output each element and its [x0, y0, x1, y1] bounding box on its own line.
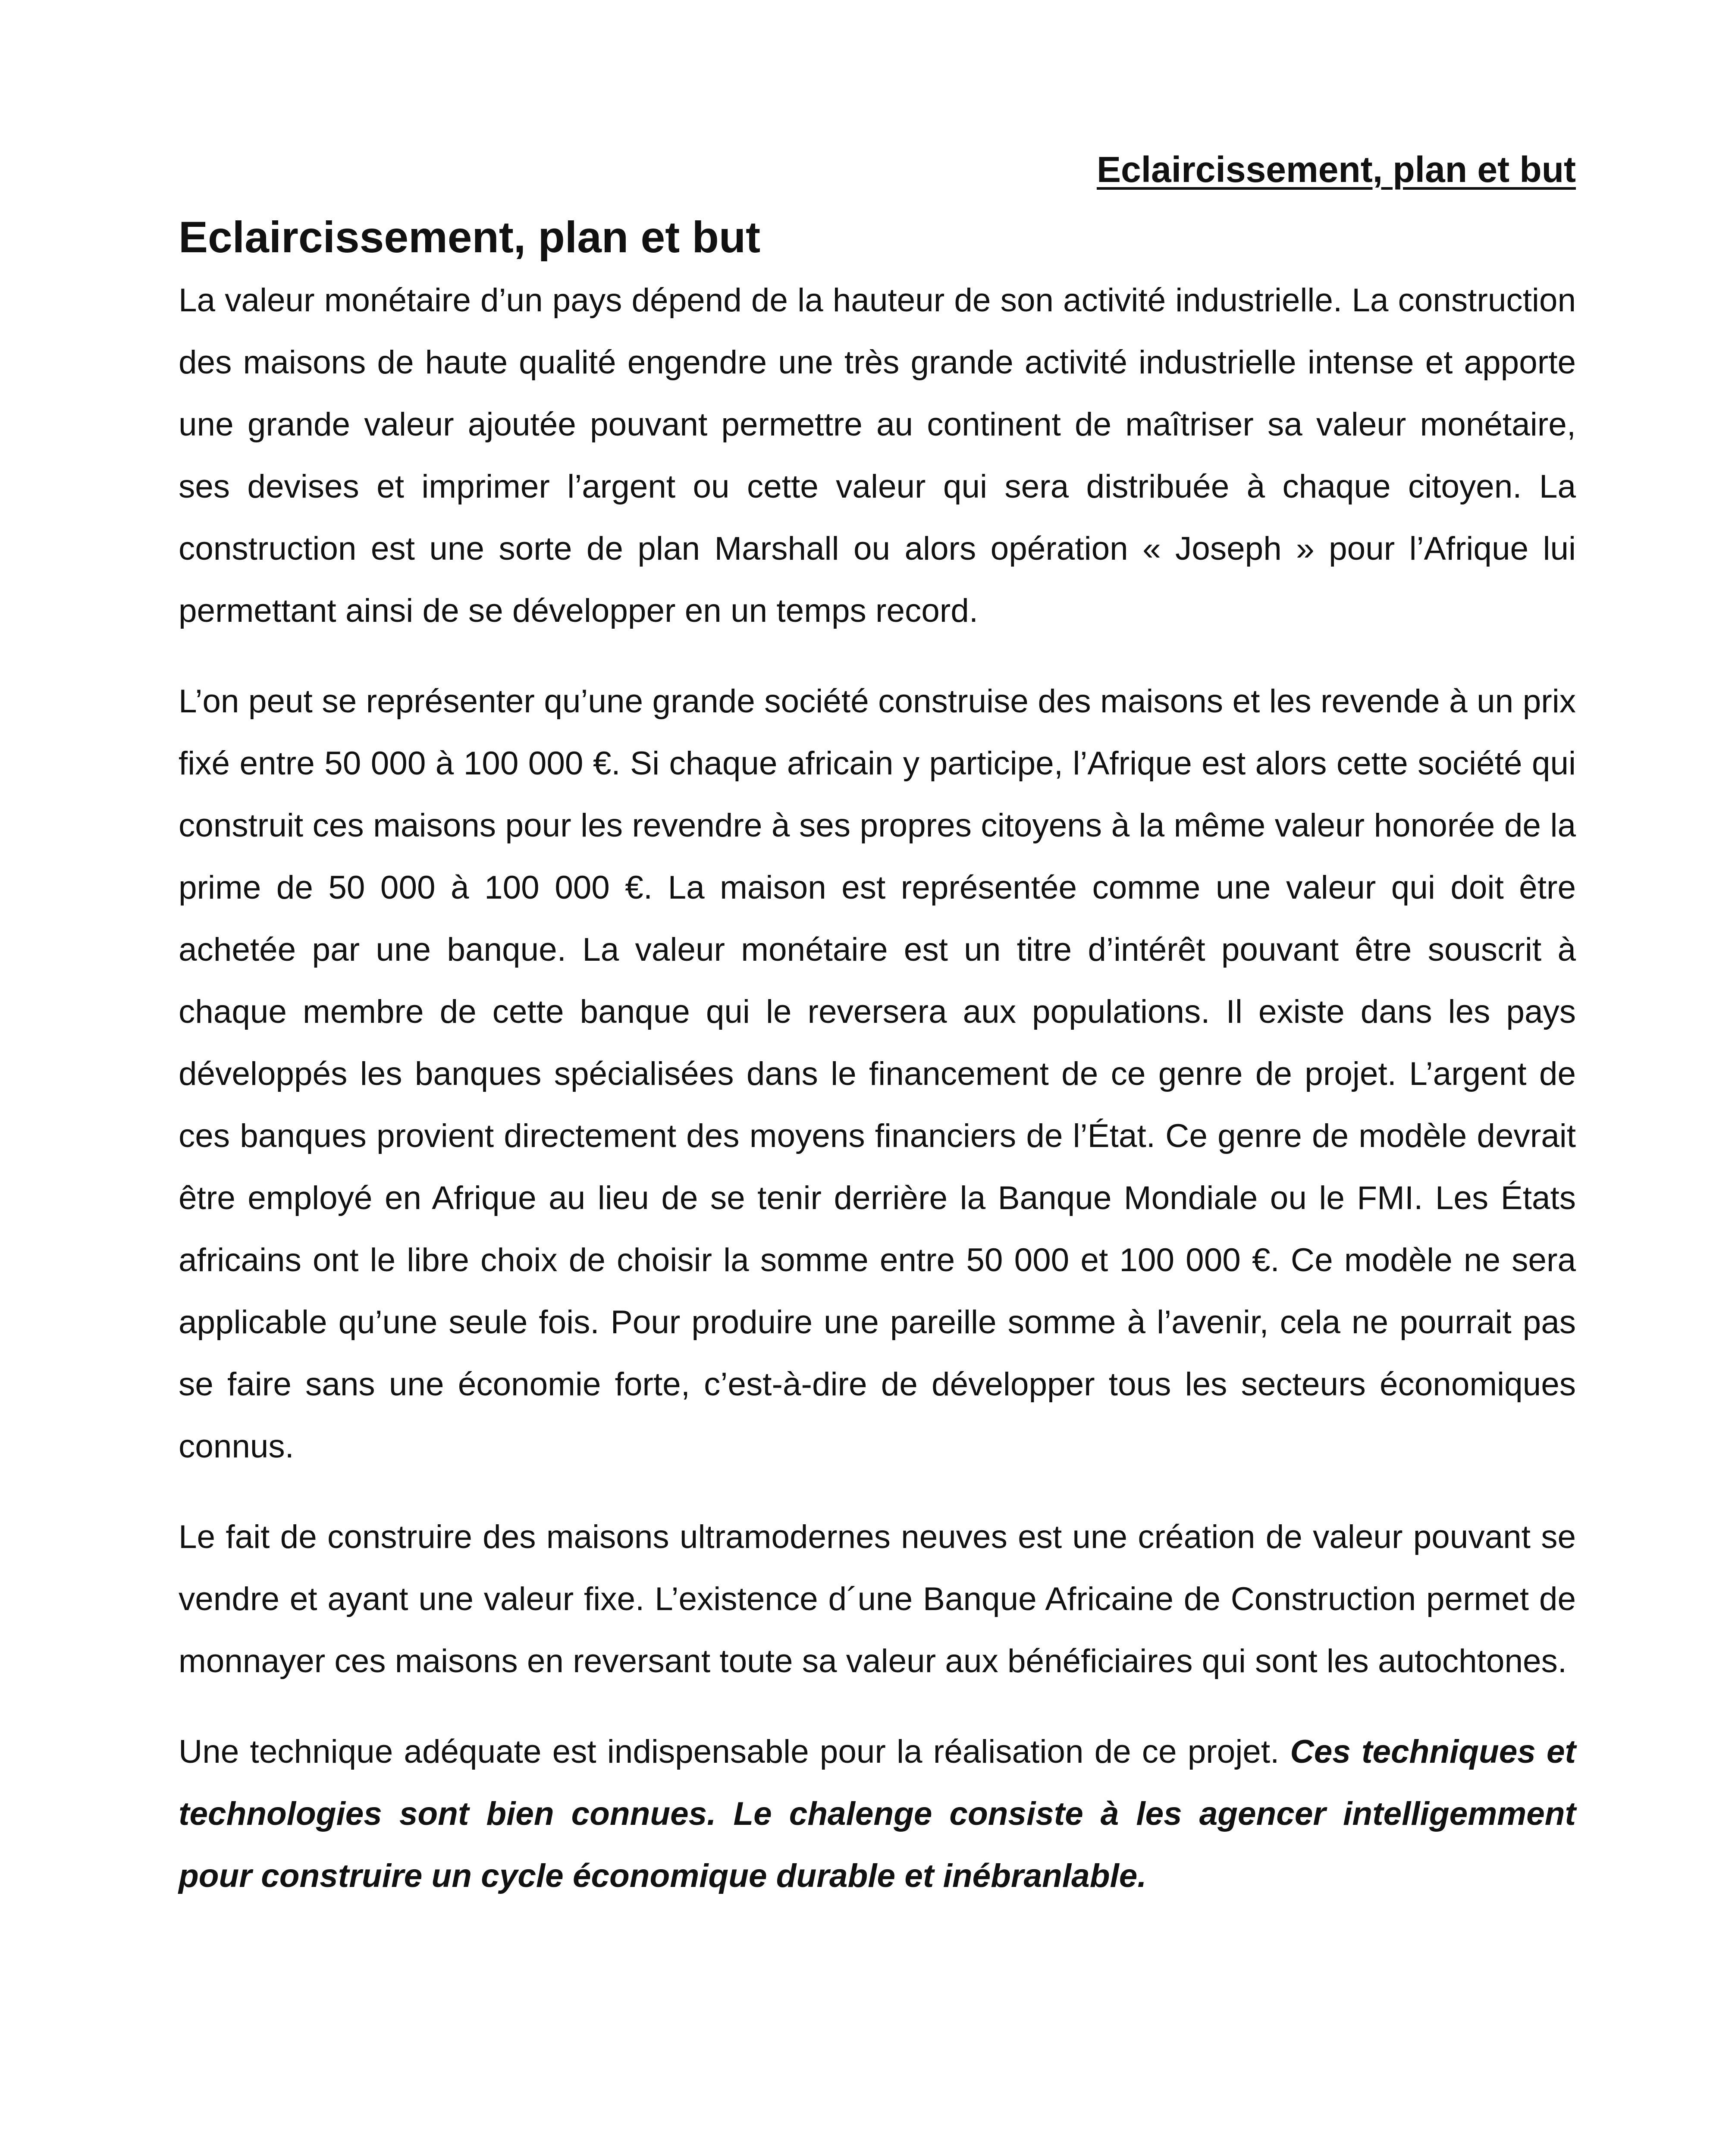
- running-header: Eclaircissement, plan et but: [1096, 149, 1576, 190]
- paragraph-3: Le fait de construire des maisons ultramodernes neuves est une création de valeur pouvant se vendre et ayant une valeur fixe. L’existence d´une Banque Africaine de Construction permet de monnayer ces maisons en reversant toute sa valeur aux bénéficiaires qui sont les autochtones.: [179, 1519, 1576, 1680]
- paragraph-2: L’on peut se représenter qu’une grande société construise des maisons et les revende à un prix fixé entre 50 000 à 100 000 €. Si chaque africain y participe, l’Afrique est alors cette société qui construit ces maisons pour les revendre à ses propres citoyens à la même valeur honorée de la prime de 50 000 à 100 000 €. La maison est représentée comme une valeur qui doit être achetée par une banque. La valeur monétaire est un titre d’intérêt pouvant être souscrit à chaque membre de cette banque qui le reversera aux populations. Il existe dans les pays développés les banques spécialisées dans le financement de ce genre de projet. L’argent de ces banques provient directement des moyens financiers de l’État. Ce genre de modèle devrait être employé en Afrique au lieu de se tenir derrière la Banque Mondiale ou le FMI. Les États africains ont le libre choix de choisir la somme entre 50 000 et 100 000 €. Ce modèle ne sera applicable qu’une seule fois. Pour produire une pareille somme à l’avenir, cela ne pourrait pas se faire sans une économie forte, c’est-à-dire de développer tous les secteurs économiques connus.: [179, 683, 1576, 1465]
- section-title: Eclaircissement, plan et but: [179, 213, 761, 262]
- page-content: [179, 209, 1576, 1936]
- paragraph-4-plain: Une technique adéquate est indispensable pour la réalisation de ce projet.: [179, 1733, 1290, 1770]
- paragraph-4: [179, 1721, 1576, 1907]
- paragraph-4-emphasis: Ces techniques et technologies sont bien connues. Le chalenge consiste à les agencer intelligemment pour construire un cycle économique durable et inébranlable.: [179, 1733, 1576, 1894]
- paragraph-1: La valeur monétaire d’un pays dépend de la hauteur de son activité industrielle. La construction des maisons de haute qualité engendre une très grande activité industrielle intense et apporte une grande valeur ajoutée pouvant permettre au continent de maîtriser sa valeur monétaire, ses devises et imprimer l’argent ou cette valeur qui sera distribuée à chaque citoyen. La construction est une sorte de plan Marshall ou alors opération « Joseph » pour l’Afrique lui permettant ainsi de se développer en un temps record.: [179, 282, 1576, 629]
